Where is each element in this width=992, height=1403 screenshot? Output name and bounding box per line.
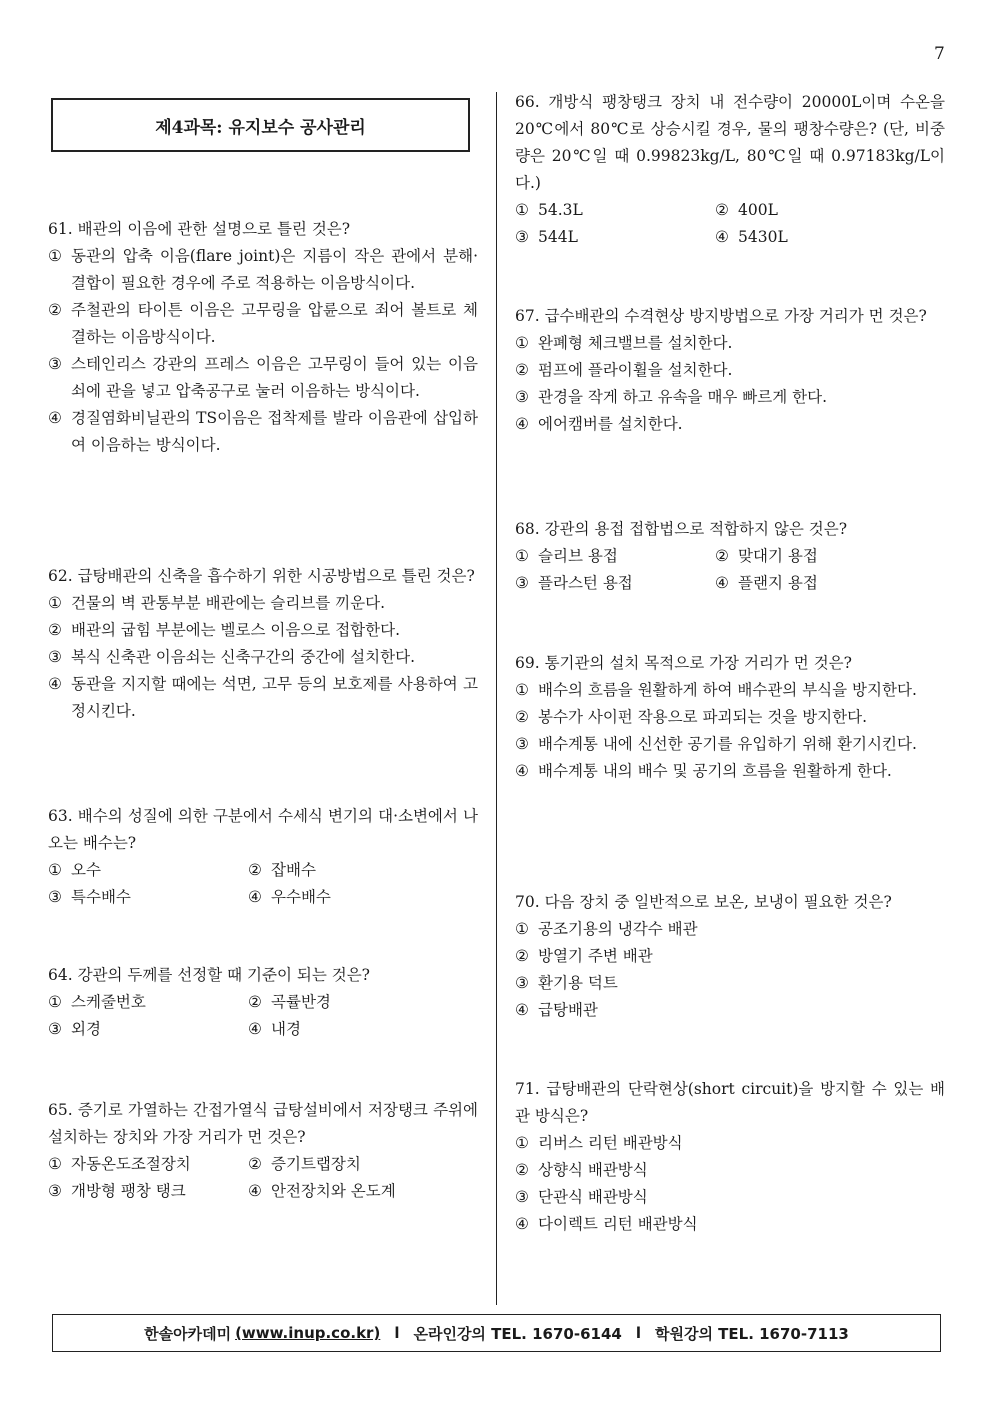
question-66 (515, 89, 945, 251)
option-1: ① 배수의 흐름을 원활하게 하여 배수관의 부식을 방지한다. (515, 681, 917, 699)
option-4: ④ 급탕배관 (515, 1001, 598, 1019)
footer-website-link[interactable]: (www.inup.co.kr) (235, 1324, 381, 1342)
option-4: ④ 안전장치와 온도계 (248, 1182, 396, 1200)
footer-separator: l (635, 1324, 641, 1342)
options-grid (515, 197, 945, 251)
option-4: ④ 우수배수 (248, 888, 331, 906)
column-divider (496, 92, 497, 1305)
question-64 (48, 962, 478, 1043)
option-3: ③ 스테인리스 강관의 프레스 이음은 고무링이 들어 있는 이음쇠에 관을 넣고 압축공구로 눌러 이음하는 방식이다. (48, 355, 478, 400)
question-71 (515, 1076, 945, 1238)
question-stem: 61. 배관의 이음에 관한 설명으로 틀린 것은? (48, 220, 351, 238)
option-3: ③ 외경 (48, 1020, 101, 1038)
option-3: ③ 개방형 팽창 탱크 (48, 1182, 186, 1200)
option-2: ② 펌프에 플라이휠을 설치한다. (515, 361, 733, 379)
option-2: ② 방열기 주변 배관 (515, 947, 653, 965)
footer-offline-phone: 학원강의 TEL. 1670-7113 (654, 1324, 849, 1343)
question-stem: 69. 통기관의 설치 목적으로 가장 거리가 먼 것은? (515, 654, 852, 672)
option-1: ① 완폐형 체크밸브를 설치한다. (515, 334, 733, 352)
option-2: ② 증기트랩장치 (248, 1155, 361, 1173)
question-67 (515, 303, 945, 438)
question-stem: 70. 다음 장치 중 일반적으로 보온, 보냉이 필요한 것은? (515, 893, 892, 911)
option-4: ④ 동관을 지지할 때에는 석면, 고무 등의 보호제를 사용하여 고정시킨다. (48, 675, 478, 720)
option-3: ③ 544L (515, 228, 578, 246)
question-stem: 65. 증기로 가열하는 간접가열식 급탕설비에서 저장탱크 주위에 설치하는 장치와 가장 거리가 먼 것은? (48, 1101, 478, 1146)
option-2: ② 400L (715, 201, 778, 219)
question-stem: 68. 강관의 용접 접합법으로 적합하지 않은 것은? (515, 520, 848, 538)
question-62 (48, 563, 478, 725)
option-4: ④ 플랜지 용접 (715, 574, 818, 592)
option-1: ① 건물의 벽 관통부분 배관에는 슬리브를 끼운다. (48, 594, 386, 612)
subject-title: 제4과목: 유지보수 공사관리 (155, 117, 366, 138)
option-4: ④ 경질염화비닐관의 TS이음은 접착제를 발라 이음관에 삽입하여 이음하는 방식이다. (48, 409, 478, 454)
option-2: ② 배관의 굽힘 부분에는 벨로스 이음으로 접합한다. (48, 621, 401, 639)
footer-banner (52, 1314, 941, 1352)
option-2: ② 주철관의 타이튼 이음은 고무링을 압륜으로 죄어 볼트로 체결하는 이음방식이다. (48, 301, 478, 346)
question-70 (515, 889, 945, 1024)
option-3: ③ 단관식 배관방식 (515, 1188, 648, 1206)
option-1: ① 스케줄번호 (48, 993, 146, 1011)
option-3: ③ 복식 신축관 이음쇠는 신축구간의 중간에 설치한다. (48, 648, 415, 666)
option-3: ③ 플라스턴 용접 (515, 574, 633, 592)
option-3: ③ 배수계통 내에 신선한 공기를 유입하기 위해 환기시킨다. (515, 735, 917, 753)
option-1: ① 자동온도조절장치 (48, 1155, 191, 1173)
question-63 (48, 803, 478, 911)
question-61 (48, 216, 478, 459)
option-2: ② 상향식 배관방식 (515, 1161, 648, 1179)
question-65 (48, 1097, 478, 1205)
option-1: ① 동관의 압축 이음(flare joint)은 지름이 작은 관에서 분해·결합이 필요한 경우에 주로 적용하는 이음방식이다. (48, 247, 478, 292)
question-stem: 62. 급탕배관의 신축을 흡수하기 위한 시공방법으로 틀린 것은? (48, 567, 475, 585)
option-4: ④ 5430L (715, 228, 788, 246)
question-stem: 71. 급탕배관의 단락현상(short circuit)을 방지할 수 있는 배관 방식은? (515, 1080, 945, 1125)
option-1: ① 리버스 리턴 배관방식 (515, 1134, 683, 1152)
question-stem: 67. 급수배관의 수격현상 방지방법으로 가장 거리가 먼 것은? (515, 307, 927, 325)
options-grid (48, 1151, 478, 1205)
option-2: ② 잡배수 (248, 861, 316, 879)
page-number: 7 (934, 44, 945, 64)
option-2: ② 봉수가 사이펀 작용으로 파괴되는 것을 방지한다. (515, 708, 868, 726)
subject-title-box (51, 98, 470, 152)
option-4: ④ 다이렉트 리턴 배관방식 (515, 1215, 698, 1233)
question-stem: 64. 강관의 두께를 선정할 때 기준이 되는 것은? (48, 966, 370, 984)
question-stem: 63. 배수의 성질에 의한 구분에서 수세식 변기의 대·소변에서 나오는 배수는? (48, 807, 478, 852)
option-3: ③ 환기용 덕트 (515, 974, 618, 992)
option-4: ④ 에어캠버를 설치한다. (515, 415, 683, 433)
option-3: ③ 특수배수 (48, 888, 131, 906)
question-stem: 66. 개방식 팽창탱크 장치 내 전수량이 20000L이며 수온을 20℃에서 80℃로 상승시킬 경우, 물의 팽창수량은? (단, 비중량은 20℃일 때 0.99823kg/L, 80℃일 때 0.97183kg/L이다.) (515, 93, 945, 192)
option-4: ④ 배수계통 내의 배수 및 공기의 흐름을 원활하게 한다. (515, 762, 892, 780)
footer-separator: l (394, 1324, 400, 1342)
footer-academy: 한솔아카데미 (144, 1324, 232, 1343)
option-3: ③ 관경을 작게 하고 유속을 매우 빠르게 한다. (515, 388, 828, 406)
option-4: ④ 내경 (248, 1020, 301, 1038)
option-1: ① 공조기용의 냉각수 배관 (515, 920, 698, 938)
options-grid (48, 989, 478, 1043)
footer-online-phone: 온라인강의 TEL. 1670-6144 (413, 1324, 622, 1343)
option-1: ① 54.3L (515, 201, 583, 219)
options-grid (515, 543, 945, 597)
question-68 (515, 516, 945, 597)
question-69 (515, 650, 945, 785)
option-1: ① 슬리브 용접 (515, 547, 618, 565)
option-2: ② 맞대기 용접 (715, 547, 818, 565)
option-1: ① 오수 (48, 861, 101, 879)
option-2: ② 곡률반경 (248, 993, 331, 1011)
options-grid (48, 857, 478, 911)
